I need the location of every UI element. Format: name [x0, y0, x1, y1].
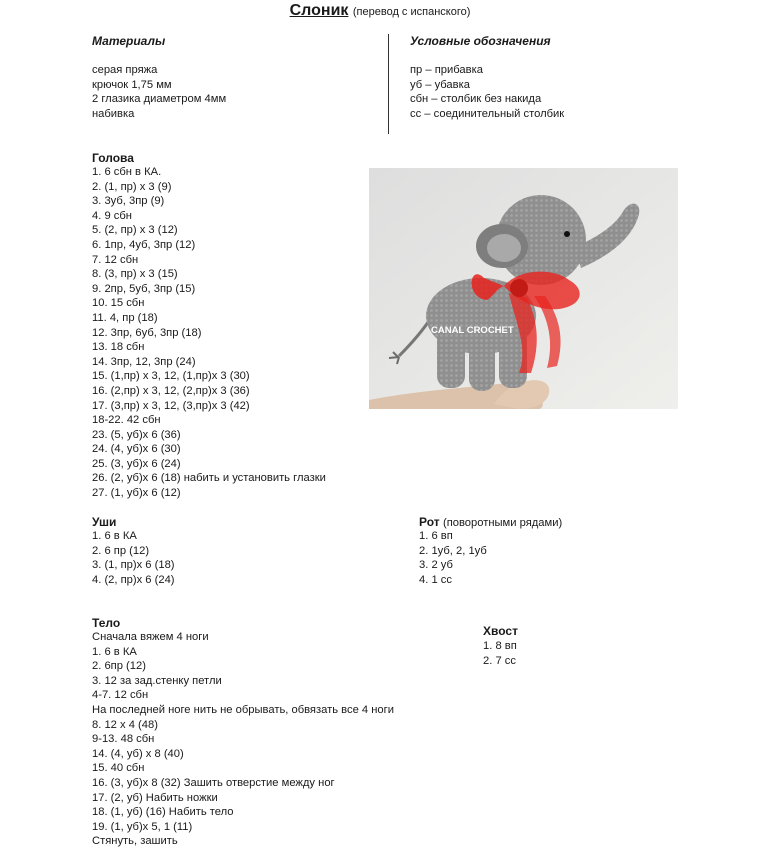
- materials-item: серая пряжа: [92, 64, 158, 76]
- ears-heading: Уши: [92, 515, 117, 529]
- mouth-rows: [419, 529, 487, 587]
- mouth-row: 3. 2 уб: [419, 559, 453, 572]
- head-row: 17. (3,пр) х 3, 12, (3,пр)х 3 (42): [92, 399, 250, 412]
- ears-row: 4. (2, пр)х 6 (24): [92, 573, 175, 586]
- body-row: Сначала вяжем 4 ноги: [92, 631, 209, 643]
- body-row: 3. 12 за зад.стенку петли: [92, 674, 222, 687]
- head-row: 18-22. 42 сбн: [92, 414, 161, 427]
- mouth-row: 4. 1 сс: [419, 573, 452, 586]
- head-row: 25. (3, уб)х 6 (24): [92, 457, 181, 470]
- ears-rows: [92, 529, 175, 587]
- head-row: 3. 3уб, 3пр (9): [92, 195, 165, 208]
- head-heading: Голова: [92, 151, 134, 165]
- head-row: 24. (4, уб)х 6 (30): [92, 443, 181, 456]
- head-row: 8. (3, пр) х 3 (15): [92, 268, 178, 281]
- head-row: 4. 9 сбн: [92, 209, 132, 222]
- head-row: 9. 2пр, 5уб, 3пр (15): [92, 282, 196, 295]
- body-row: 1. 6 в КА: [92, 645, 137, 658]
- title-note: (перевод с испанского): [352, 6, 471, 18]
- column-divider: [388, 34, 389, 134]
- body-row: 16. (3, уб)х 8 (32) Зашить отверстие между ног: [92, 776, 335, 789]
- body-row: 19. (1, уб)х 5, 1 (11): [92, 820, 193, 833]
- body-row: 14. (4, уб) х 8 (40): [92, 747, 184, 760]
- tail-rows: [483, 639, 517, 668]
- body-heading: Тело: [92, 616, 121, 630]
- tail-heading: Хвост: [483, 624, 518, 638]
- document-title: [0, 2, 760, 20]
- head-row: 1. 6 сбн в КА.: [92, 166, 162, 178]
- head-rows: [92, 165, 326, 501]
- legend-item: сс – соединительный столбик: [410, 107, 565, 120]
- head-row: 27. (1, уб)х 6 (12): [92, 487, 181, 500]
- photo-watermark: CANAL CROCHET: [431, 325, 514, 336]
- head-row: 12. 3пр, 6уб, 3пр (18): [92, 326, 202, 339]
- legend-item: сбн – столбик без накида: [410, 93, 542, 106]
- tail-row: 1. 8 вп: [483, 640, 517, 652]
- body-row: 18. (1, уб) (16) Набить тело: [92, 806, 234, 819]
- body-row: На последней ноге нить не обрывать, обвязать все 4 ноги: [92, 703, 394, 716]
- legend-list: [410, 63, 564, 121]
- head-row: 11. 4, пр (18): [92, 311, 158, 324]
- ears-row: 1. 6 в КА: [92, 530, 137, 542]
- head-row: 2. (1, пр) х 3 (9): [92, 180, 172, 193]
- head-row: 7. 12 сбн: [92, 253, 139, 266]
- head-row: 6. 1пр, 4уб, 3пр (12): [92, 238, 196, 251]
- materials-item: крючок 1,75 мм: [92, 78, 172, 91]
- head-row: 5. (2, пр) х 3 (12): [92, 224, 178, 237]
- head-row: 16. (2,пр) х 3, 12, (2,пр)х 3 (36): [92, 384, 250, 397]
- materials-item: набивка: [92, 107, 135, 120]
- materials-list: [92, 63, 226, 121]
- head-row: 26. (2, уб)х 6 (18) набить и установить глазки: [92, 472, 326, 485]
- body-row: 15. 40 сбн: [92, 762, 145, 775]
- materials-item: 2 глазика диаметром 4мм: [92, 93, 227, 106]
- legend-item: пр – прибавка: [410, 64, 483, 76]
- head-row: 13. 18 сбн: [92, 341, 145, 354]
- materials-heading: Материалы: [92, 34, 166, 48]
- body-row: 4-7. 12 сбн: [92, 689, 149, 702]
- body-row: 8. 12 х 4 (48): [92, 718, 158, 731]
- legend-heading: Условные обозначения: [410, 34, 551, 48]
- body-row: 9-13. 48 сбн: [92, 733, 155, 746]
- elephant-photo: [369, 168, 678, 409]
- mouth-note: (поворотными рядами): [442, 517, 563, 529]
- body-row: 2. 6пр (12): [92, 660, 146, 673]
- ears-row: 3. (1, пр)х 6 (18): [92, 559, 175, 572]
- body-row: Стянуть, зашить: [92, 835, 178, 848]
- legend-item: уб – убавка: [410, 78, 470, 91]
- body-row: 17. (2, уб) Набить ножки: [92, 791, 218, 804]
- body-rows: [92, 630, 394, 849]
- head-row: 14. 3пр, 12, 3пр (24): [92, 355, 196, 368]
- tail-row: 2. 7 сс: [483, 654, 516, 667]
- mouth-row: 1. 6 вп: [419, 530, 453, 542]
- head-row: 23. (5, уб)х 6 (36): [92, 428, 181, 441]
- title-main: Слоник: [289, 2, 349, 19]
- mouth-row: 2. 1уб, 2, 1уб: [419, 544, 487, 557]
- head-row: 15. (1,пр) х 3, 12, (1,пр)х 3 (30): [92, 370, 250, 383]
- head-row: 10. 15 сбн: [92, 297, 145, 310]
- ears-row: 2. 6 пр (12): [92, 544, 150, 557]
- mouth-heading: Рот: [419, 515, 440, 529]
- mouth-heading-wrap: [419, 515, 562, 529]
